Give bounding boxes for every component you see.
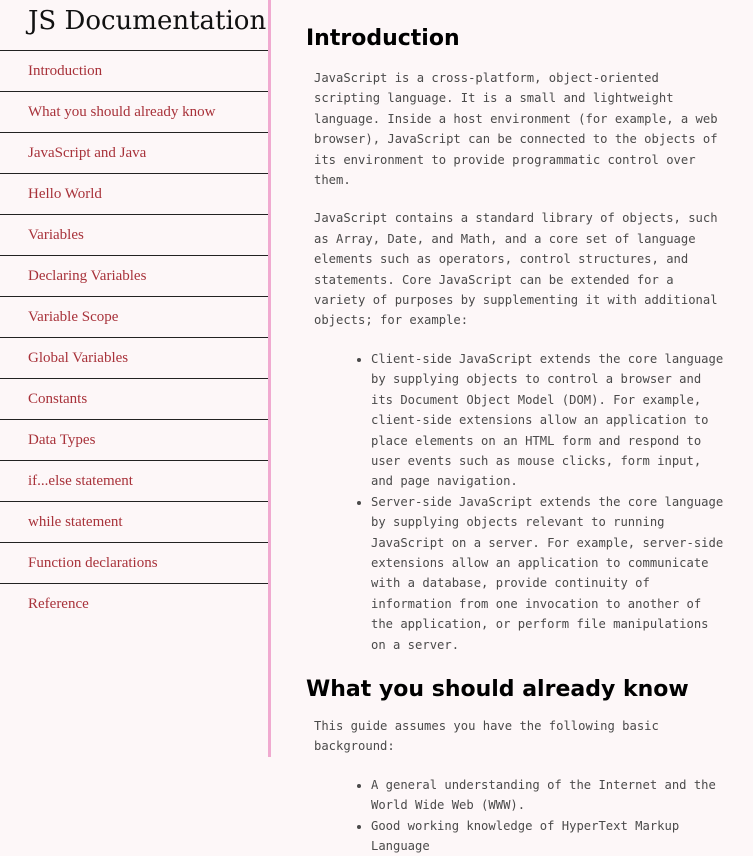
list-item: • Server-side JavaScript extends the core language by supplying objects relevant to running JavaScript on a server. For example, server-side extensions allow an application to communicate with a database, provide continuity of information from one invocation to another of the application, or perform file manipulations on a server.	[371, 492, 727, 655]
section-heading: Introduction	[306, 26, 460, 51]
nav-link-while-statement[interactable]: while statement	[28, 514, 123, 530]
nav-item	[0, 92, 268, 133]
nav-link-reference[interactable]: Reference	[28, 596, 89, 612]
section-heading: What you should already know	[306, 676, 689, 702]
nav-item	[0, 584, 268, 625]
section-introduction	[271, 0, 753, 655]
nav-link-function-declarations[interactable]: Function declarations	[28, 555, 158, 571]
nav-link-data-types[interactable]: Data Types	[28, 432, 96, 448]
nav-item	[0, 338, 268, 379]
main-doc	[271, 0, 753, 853]
nav-link-variables[interactable]: Variables	[28, 227, 84, 243]
list-item: • Client-side JavaScript extends the core language by supplying objects to control a browser and its Document Object Model (DOM). For example, client-side extensions allow an application to place elements on an HTML form and respond to user events such as mouse clicks, form input, and page navigation.	[371, 349, 727, 492]
nav-item	[0, 51, 268, 92]
nav-link-declaring-variables[interactable]: Declaring Variables	[28, 268, 147, 284]
nav-item	[0, 461, 268, 502]
nav-list	[0, 51, 268, 625]
section-paragraph: JavaScript is a cross-platform, object-oriented scripting language. It is a small and lightweight language. Inside a host environment (for example, a web browser), JavaScript can be connected to the objects of its environment to provide programmatic control over them.	[314, 71, 718, 188]
nav-link-if-else-statement[interactable]: if...else statement	[28, 473, 133, 489]
sidebar-title: JS Documentation	[0, 0, 268, 51]
nav-link-javascript-and-java[interactable]: JavaScript and Java	[28, 145, 147, 161]
bullet-list	[271, 349, 727, 655]
nav-link-variable-scope[interactable]: Variable Scope	[28, 309, 119, 325]
list-item: • Good working knowledge of HyperText Markup Language	[371, 816, 727, 856]
section-paragraph: JavaScript contains a standard library of objects, such as Array, Date, and Math, and a core set of language elements such as operators, control structures, and statements. Core JavaScript can be extended for a variety of purposes by supplementing it with additional objects; for example:	[314, 211, 718, 328]
sidebar-nav	[0, 0, 271, 757]
nav-item	[0, 502, 268, 543]
nav-item	[0, 379, 268, 420]
nav-link-what-you-should-already-know[interactable]: What you should already know	[28, 104, 216, 120]
section-paragraph: This guide assumes you have the following basic background:	[314, 718, 659, 754]
nav-link-introduction[interactable]: Introduction	[28, 63, 103, 79]
nav-item	[0, 215, 268, 256]
nav-item	[0, 133, 268, 174]
nav-item	[0, 297, 268, 338]
nav-item	[0, 174, 268, 215]
section-what-you-should-already-know	[271, 677, 753, 856]
nav-item	[0, 543, 268, 584]
nav-link-constants[interactable]: Constants	[28, 391, 88, 407]
list-item: • A general understanding of the Internet and the World Wide Web (WWW).	[371, 775, 727, 816]
bullet-list	[271, 775, 727, 856]
nav-link-global-variables[interactable]: Global Variables	[28, 350, 129, 366]
nav-item	[0, 256, 268, 297]
nav-item	[0, 420, 268, 461]
nav-link-hello-world[interactable]: Hello World	[28, 186, 102, 202]
